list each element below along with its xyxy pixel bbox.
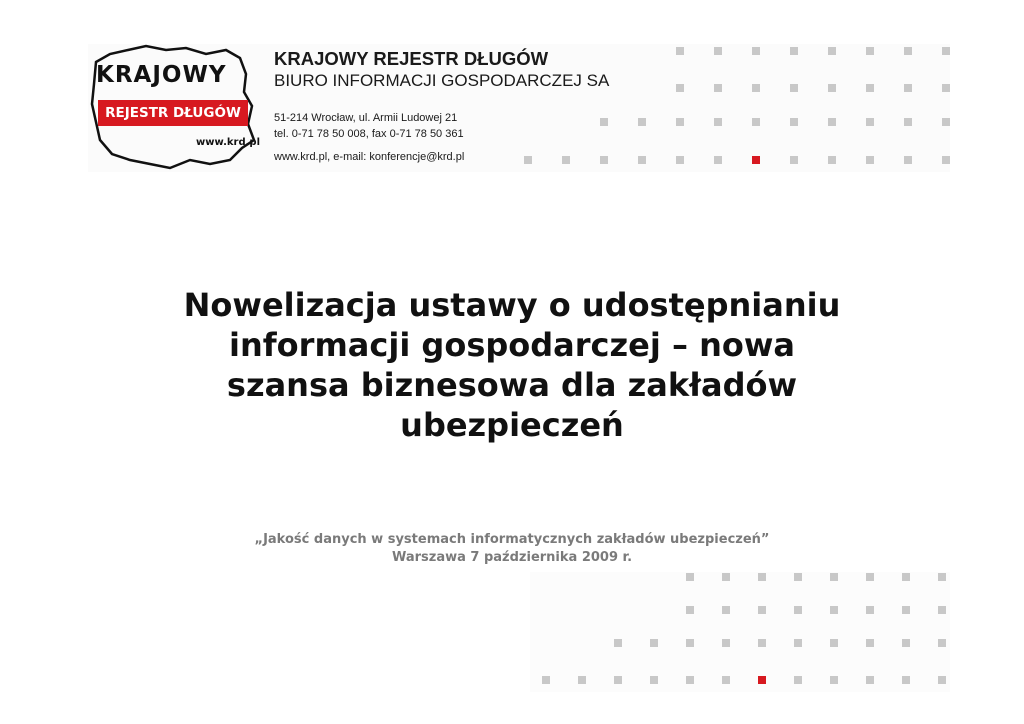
decorative-square <box>714 47 722 55</box>
presentation-subtitle <box>112 531 912 567</box>
decorative-square <box>942 118 950 126</box>
decorative-square <box>794 606 802 614</box>
decorative-square <box>650 639 658 647</box>
decorative-square <box>866 573 874 581</box>
decorative-square <box>904 156 912 164</box>
org-address: 51-214 Wrocław, ul. Armii Ludowej 21 <box>274 112 458 124</box>
decorative-square <box>752 118 760 126</box>
decorative-square <box>828 156 836 164</box>
decorative-square <box>904 118 912 126</box>
decorative-square <box>542 676 550 684</box>
decorative-square <box>758 573 766 581</box>
title-line: Nowelizacja ustawy o udostępnianiu <box>183 286 841 324</box>
decorative-square <box>714 156 722 164</box>
conference-name: „Jakość danych w systemach informatycznych zakładów ubezpieczeń” <box>254 532 770 547</box>
decorative-square <box>790 47 798 55</box>
decorative-square <box>790 84 798 92</box>
decorative-square <box>686 676 694 684</box>
decorative-square <box>722 606 730 614</box>
decorative-square <box>790 118 798 126</box>
decorative-square <box>638 156 646 164</box>
decorative-square <box>794 639 802 647</box>
decorative-square <box>676 156 684 164</box>
decorative-square-red <box>758 676 766 684</box>
decorative-square <box>714 84 722 92</box>
decorative-square <box>904 47 912 55</box>
logo-word-rejestr: REJESTR DŁUGÓW <box>98 100 248 126</box>
decorative-square <box>938 573 946 581</box>
org-phone-fax: tel. 0-71 78 50 008, fax 0-71 78 50 361 <box>274 128 464 140</box>
decorative-square <box>752 84 760 92</box>
org-contact: www.krd.pl, e-mail: konferencje@krd.pl <box>274 151 465 163</box>
decorative-square <box>650 676 658 684</box>
title-line: szansa biznesowa dla zakładów <box>226 366 798 404</box>
decorative-square <box>676 84 684 92</box>
org-subtitle: BIURO INFORMACJI GOSPODARCZEJ SA <box>274 71 610 90</box>
title-line: informacji gospodarczej – nowa <box>229 326 795 364</box>
conference-date: Warszawa 7 października 2009 r. <box>391 550 633 565</box>
presentation-title <box>112 285 912 445</box>
decorative-square <box>866 606 874 614</box>
decorative-square <box>830 639 838 647</box>
decorative-square <box>722 676 730 684</box>
decorative-square <box>722 573 730 581</box>
logo-word-krajowy: KRAJOWY <box>96 62 227 88</box>
decorative-square <box>758 606 766 614</box>
decorative-square <box>794 676 802 684</box>
decorative-square <box>578 676 586 684</box>
decorative-square <box>942 84 950 92</box>
decorative-square <box>614 639 622 647</box>
decorative-square <box>828 118 836 126</box>
decorative-square <box>938 639 946 647</box>
decorative-square <box>828 47 836 55</box>
decorative-square <box>562 156 570 164</box>
decorative-square <box>524 156 532 164</box>
org-name: KRAJOWY REJESTR DŁUGÓW <box>274 48 549 69</box>
decorative-square <box>758 639 766 647</box>
decorative-square <box>752 47 760 55</box>
decorative-square <box>866 84 874 92</box>
decorative-square <box>830 676 838 684</box>
decorative-square <box>942 156 950 164</box>
footer-band <box>530 572 950 692</box>
decorative-square <box>866 676 874 684</box>
decorative-square <box>600 118 608 126</box>
decorative-square <box>676 47 684 55</box>
decorative-square <box>902 639 910 647</box>
decorative-square <box>686 573 694 581</box>
decorative-square-red <box>752 156 760 164</box>
decorative-square <box>942 47 950 55</box>
decorative-square <box>794 573 802 581</box>
decorative-square <box>638 118 646 126</box>
decorative-square <box>866 47 874 55</box>
decorative-square <box>866 639 874 647</box>
decorative-square <box>686 606 694 614</box>
decorative-square <box>614 676 622 684</box>
decorative-square <box>600 156 608 164</box>
decorative-square <box>828 84 836 92</box>
decorative-square <box>790 156 798 164</box>
org-address-block <box>274 110 464 142</box>
decorative-square <box>904 84 912 92</box>
decorative-square <box>686 639 694 647</box>
decorative-square <box>714 118 722 126</box>
decorative-square <box>830 573 838 581</box>
decorative-square <box>902 606 910 614</box>
logo-url: www.krd.pl <box>196 137 260 148</box>
decorative-square <box>902 676 910 684</box>
organization-block <box>274 48 609 92</box>
decorative-square <box>676 118 684 126</box>
title-line: ubezpieczeń <box>400 406 624 444</box>
decorative-square <box>902 573 910 581</box>
decorative-square <box>938 606 946 614</box>
decorative-square <box>866 118 874 126</box>
decorative-square <box>866 156 874 164</box>
decorative-square <box>722 639 730 647</box>
decorative-square <box>938 676 946 684</box>
decorative-square <box>830 606 838 614</box>
